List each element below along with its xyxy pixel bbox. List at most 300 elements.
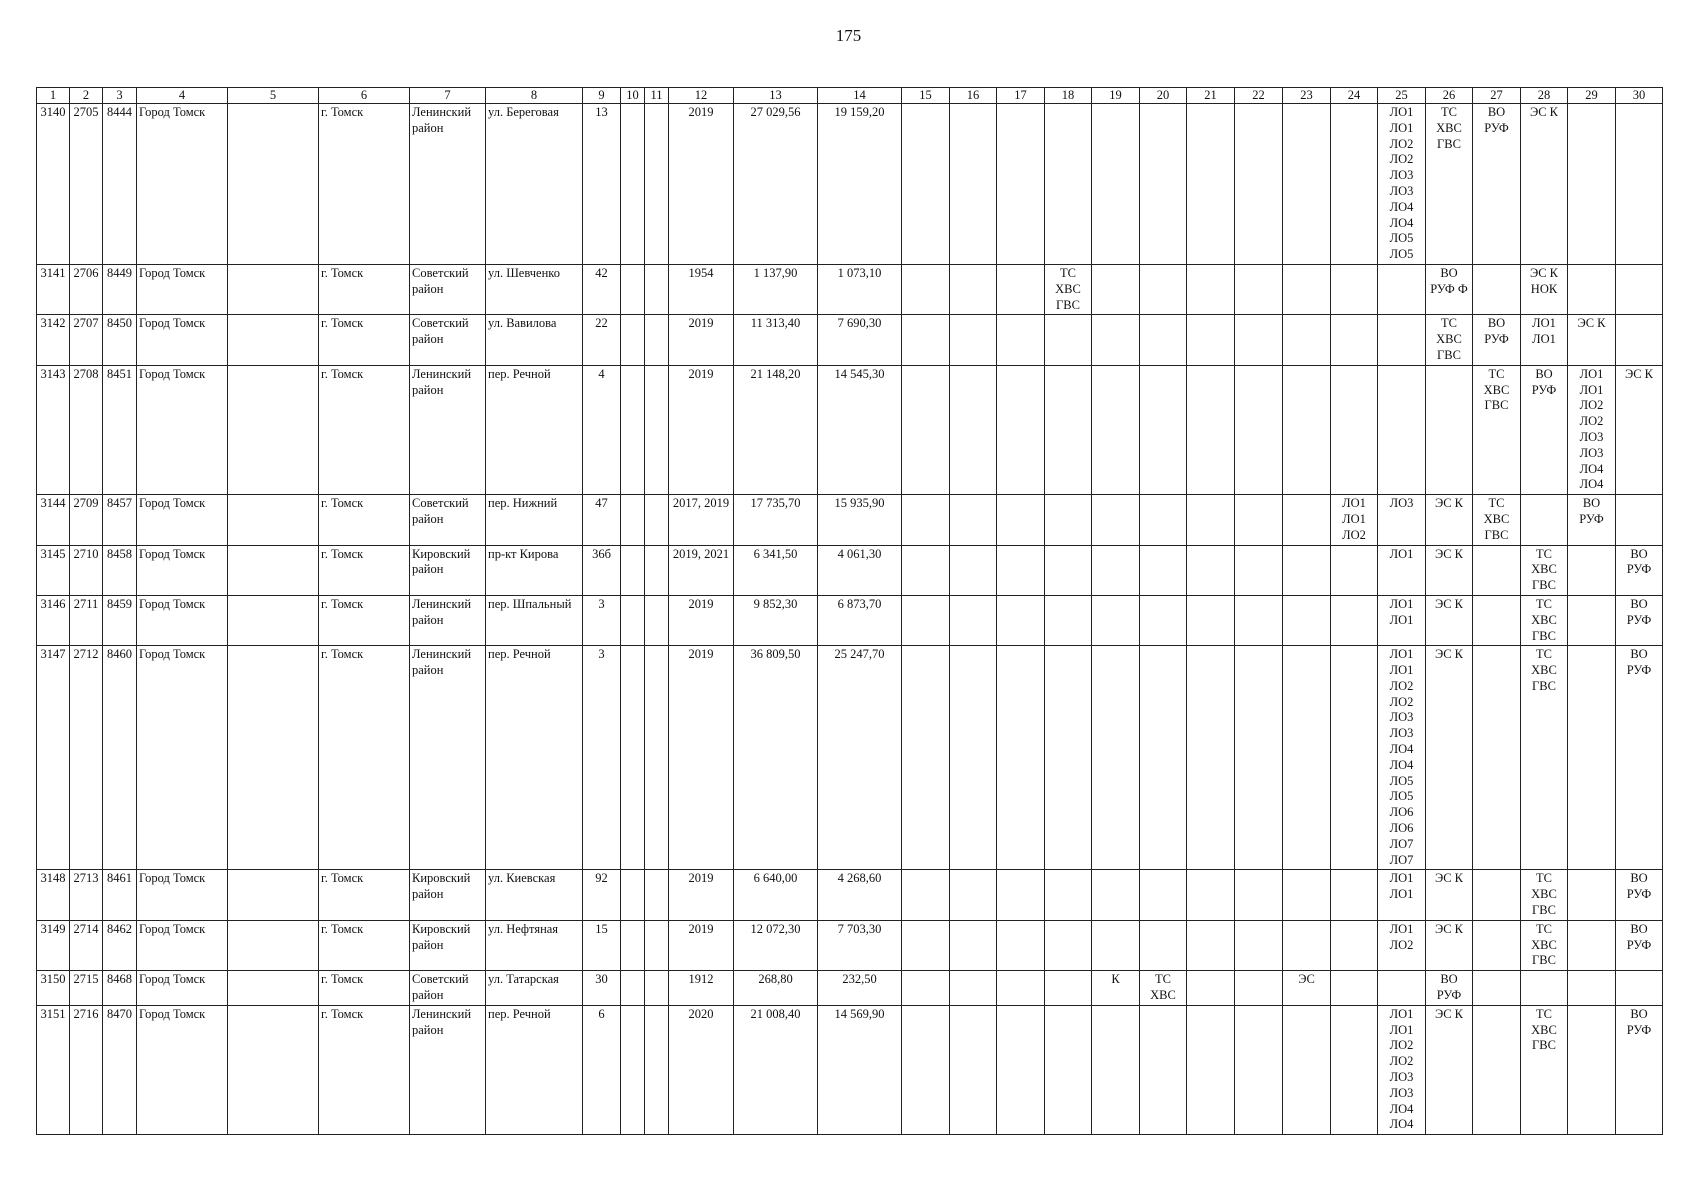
table-cell-col-8: пер. Речной [486, 646, 583, 870]
table-cell-col-14: 4 061,30 [818, 545, 902, 595]
table-cell-col-29 [1568, 264, 1616, 314]
table-cell-col-14: 7 703,30 [818, 920, 902, 970]
table-cell-col-8: ул. Киевская [486, 870, 583, 920]
table-cell-col-15 [902, 365, 950, 494]
table-cell-col-7: Кировский район [410, 870, 486, 920]
table-cell-col-25: ЛО1 ЛО1 ЛО2 ЛО2 ЛО3 ЛО3 ЛО4 ЛО4 ЛО5 ЛО5 [1378, 104, 1426, 265]
table-cell-col-19 [1092, 104, 1140, 265]
table-cell-col-3: 8444 [103, 104, 137, 265]
table-cell-col-5 [228, 595, 319, 645]
column-header-9: 9 [583, 88, 621, 104]
table-cell-col-7: Ленинский район [410, 646, 486, 870]
table-cell-col-18 [1045, 545, 1092, 595]
table-cell-col-5 [228, 920, 319, 970]
table-cell-col-9: 4 [583, 365, 621, 494]
table-cell-col-9: 15 [583, 920, 621, 970]
table-cell-col-19 [1092, 595, 1140, 645]
table-cell-col-6: г. Томск [319, 1005, 410, 1134]
table-cell-col-9: 6 [583, 1005, 621, 1134]
table-cell-col-2: 2708 [70, 365, 103, 494]
table-cell-col-26: ЭС К [1426, 646, 1473, 870]
table-cell-col-23 [1283, 495, 1331, 545]
table-cell-col-1: 3143 [37, 365, 70, 494]
table-cell-col-16 [950, 495, 997, 545]
table-cell-col-14: 232,50 [818, 971, 902, 1006]
table-cell-col-22 [1235, 870, 1283, 920]
table-cell-col-17 [997, 545, 1045, 595]
table-cell-col-6: г. Томск [319, 104, 410, 265]
table-cell-col-24 [1331, 264, 1378, 314]
table-cell-col-12: 1912 [669, 971, 734, 1006]
table-cell-col-25 [1378, 315, 1426, 365]
table-cell-col-19 [1092, 870, 1140, 920]
column-header-25: 25 [1378, 88, 1426, 104]
table-cell-col-20 [1140, 646, 1187, 870]
column-header-11: 11 [645, 88, 669, 104]
column-header-5: 5 [228, 88, 319, 104]
table-cell-col-17 [997, 920, 1045, 970]
table-cell-col-15 [902, 264, 950, 314]
table-cell-col-26: ЭС К [1426, 870, 1473, 920]
table-cell-col-29 [1568, 646, 1616, 870]
table-cell-col-23 [1283, 870, 1331, 920]
table-cell-col-12: 2019 [669, 595, 734, 645]
table-cell-col-14: 7 690,30 [818, 315, 902, 365]
table-cell-col-4: Город Томск [137, 870, 228, 920]
table-cell-col-18 [1045, 104, 1092, 265]
table-cell-col-24 [1331, 870, 1378, 920]
table-cell-col-12: 2019 [669, 104, 734, 265]
table-cell-col-20 [1140, 495, 1187, 545]
table-cell-col-29: ЛО1 ЛО1 ЛО2 ЛО2 ЛО3 ЛО3 ЛО4 ЛО4 [1568, 365, 1616, 494]
column-header-16: 16 [950, 88, 997, 104]
table-cell-col-15 [902, 595, 950, 645]
table-cell-col-19: К [1092, 971, 1140, 1006]
table-cell-col-23 [1283, 1005, 1331, 1134]
table-cell-col-26: ЭС К [1426, 545, 1473, 595]
table-cell-col-18: ТС ХВС ГВС [1045, 264, 1092, 314]
table-cell-col-10 [621, 264, 645, 314]
table-cell-col-14: 6 873,70 [818, 595, 902, 645]
table-cell-col-25 [1378, 971, 1426, 1006]
table-cell-col-25: ЛО1 ЛО1 ЛО2 ЛО2 ЛО3 ЛО3 ЛО4 ЛО4 [1378, 1005, 1426, 1134]
table-cell-col-8: пер. Речной [486, 1005, 583, 1134]
table-cell-col-10 [621, 1005, 645, 1134]
column-header-6: 6 [319, 88, 410, 104]
table-cell-col-2: 2711 [70, 595, 103, 645]
table-cell-col-26: ТС ХВС ГВС [1426, 104, 1473, 265]
column-header-8: 8 [486, 88, 583, 104]
table-cell-col-12: 2019, 2021 [669, 545, 734, 595]
table-row [37, 365, 1663, 494]
table-cell-col-15 [902, 104, 950, 265]
table-cell-col-11 [645, 920, 669, 970]
table-cell-col-14: 1 073,10 [818, 264, 902, 314]
table-cell-col-1: 3151 [37, 1005, 70, 1134]
table-cell-col-30: ВО РУФ [1616, 545, 1663, 595]
table-cell-col-6: г. Томск [319, 920, 410, 970]
column-header-24: 24 [1331, 88, 1378, 104]
table-cell-col-20 [1140, 104, 1187, 265]
table-cell-col-28 [1521, 971, 1568, 1006]
table-cell-col-21 [1187, 365, 1235, 494]
table-cell-col-28 [1521, 495, 1568, 545]
table-row [37, 104, 1663, 265]
table-cell-col-13: 12 072,30 [734, 920, 818, 970]
table-cell-col-3: 8460 [103, 646, 137, 870]
table-cell-col-26: ВО РУФ [1426, 971, 1473, 1006]
table-cell-col-16 [950, 971, 997, 1006]
table-cell-col-15 [902, 971, 950, 1006]
table-cell-col-26: ЭС К [1426, 920, 1473, 970]
table-cell-col-11 [645, 104, 669, 265]
column-header-20: 20 [1140, 88, 1187, 104]
table-cell-col-9: 22 [583, 315, 621, 365]
table-cell-col-7: Советский район [410, 315, 486, 365]
column-header-15: 15 [902, 88, 950, 104]
table-cell-col-22 [1235, 545, 1283, 595]
table-cell-col-8: ул. Шевченко [486, 264, 583, 314]
table-cell-col-28: ЭС К [1521, 104, 1568, 265]
table-cell-col-5 [228, 1005, 319, 1134]
table-cell-col-7: Ленинский район [410, 104, 486, 265]
table-row [37, 646, 1663, 870]
table-row [37, 920, 1663, 970]
table-cell-col-1: 3148 [37, 870, 70, 920]
table-cell-col-20 [1140, 545, 1187, 595]
table-cell-col-23 [1283, 595, 1331, 645]
table-cell-col-10 [621, 104, 645, 265]
table-cell-col-27 [1473, 264, 1521, 314]
table-cell-col-10 [621, 595, 645, 645]
table-cell-col-13: 36 809,50 [734, 646, 818, 870]
table-cell-col-25 [1378, 365, 1426, 494]
table-cell-col-29 [1568, 1005, 1616, 1134]
table-cell-col-24 [1331, 315, 1378, 365]
table-cell-col-21 [1187, 595, 1235, 645]
table-cell-col-6: г. Томск [319, 595, 410, 645]
table-cell-col-14: 15 935,90 [818, 495, 902, 545]
table-cell-col-10 [621, 920, 645, 970]
table-cell-col-21 [1187, 1005, 1235, 1134]
table-cell-col-29 [1568, 104, 1616, 265]
table-cell-col-16 [950, 870, 997, 920]
table-cell-col-2: 2709 [70, 495, 103, 545]
table-cell-col-15 [902, 646, 950, 870]
column-header-14: 14 [818, 88, 902, 104]
table-cell-col-2: 2715 [70, 971, 103, 1006]
table-cell-col-5 [228, 971, 319, 1006]
table-cell-col-20 [1140, 365, 1187, 494]
table-cell-col-4: Город Томск [137, 495, 228, 545]
table-cell-col-18 [1045, 870, 1092, 920]
table-cell-col-27 [1473, 646, 1521, 870]
table-cell-col-15 [902, 870, 950, 920]
table-cell-col-29 [1568, 870, 1616, 920]
table-cell-col-10 [621, 870, 645, 920]
table-cell-col-8: ул. Вавилова [486, 315, 583, 365]
table-cell-col-9: 47 [583, 495, 621, 545]
table-cell-col-13: 9 852,30 [734, 595, 818, 645]
table-cell-col-22 [1235, 495, 1283, 545]
table-cell-col-25: ЛО1 ЛО1 ЛО2 ЛО2 ЛО3 ЛО3 ЛО4 ЛО4 ЛО5 ЛО5 ЛО6 ЛО6 ЛО7 ЛО7 [1378, 646, 1426, 870]
table-cell-col-16 [950, 595, 997, 645]
table-cell-col-2: 2713 [70, 870, 103, 920]
table-cell-col-19 [1092, 1005, 1140, 1134]
table-cell-col-4: Город Томск [137, 971, 228, 1006]
table-cell-col-16 [950, 1005, 997, 1134]
table-cell-col-27 [1473, 870, 1521, 920]
table-row [37, 545, 1663, 595]
table-cell-col-29 [1568, 920, 1616, 970]
table-cell-col-22 [1235, 1005, 1283, 1134]
table-cell-col-23 [1283, 545, 1331, 595]
table-cell-col-2: 2712 [70, 646, 103, 870]
table-cell-col-23 [1283, 104, 1331, 265]
table-cell-col-12: 2020 [669, 1005, 734, 1134]
table-cell-col-15 [902, 495, 950, 545]
table-cell-col-21 [1187, 264, 1235, 314]
table-cell-col-1: 3144 [37, 495, 70, 545]
table-cell-col-18 [1045, 920, 1092, 970]
table-cell-col-15 [902, 545, 950, 595]
table-cell-col-21 [1187, 920, 1235, 970]
table-cell-col-21 [1187, 104, 1235, 265]
table-cell-col-25: ЛО1 ЛО2 [1378, 920, 1426, 970]
table-cell-col-30 [1616, 495, 1663, 545]
table-cell-col-20 [1140, 920, 1187, 970]
table-cell-col-3: 8459 [103, 595, 137, 645]
table-cell-col-22 [1235, 920, 1283, 970]
table-cell-col-18 [1045, 1005, 1092, 1134]
table-cell-col-5 [228, 545, 319, 595]
table-cell-col-24 [1331, 1005, 1378, 1134]
column-header-2: 2 [70, 88, 103, 104]
table-cell-col-6: г. Томск [319, 646, 410, 870]
table-cell-col-25: ЛО1 ЛО1 [1378, 595, 1426, 645]
table-cell-col-19 [1092, 646, 1140, 870]
column-header-26: 26 [1426, 88, 1473, 104]
table-cell-col-1: 3149 [37, 920, 70, 970]
table-cell-col-28: ТС ХВС ГВС [1521, 545, 1568, 595]
table-cell-col-29: ЭС К [1568, 315, 1616, 365]
column-header-12: 12 [669, 88, 734, 104]
table-cell-col-30: ЭС К [1616, 365, 1663, 494]
table-cell-col-8: пер. Шпальный [486, 595, 583, 645]
table-row [37, 264, 1663, 314]
table-cell-col-17 [997, 495, 1045, 545]
table-cell-col-21 [1187, 315, 1235, 365]
table-cell-col-13: 21 148,20 [734, 365, 818, 494]
table-cell-col-22 [1235, 971, 1283, 1006]
table-cell-col-17 [997, 971, 1045, 1006]
table-row [37, 1005, 1663, 1134]
table-cell-col-7: Советский район [410, 971, 486, 1006]
table-cell-col-27 [1473, 920, 1521, 970]
table-cell-col-19 [1092, 920, 1140, 970]
table-cell-col-22 [1235, 264, 1283, 314]
table-cell-col-25: ЛО3 [1378, 495, 1426, 545]
table-cell-col-9: 3 [583, 595, 621, 645]
table-cell-col-26: ТС ХВС ГВС [1426, 315, 1473, 365]
table-cell-col-4: Город Томск [137, 646, 228, 870]
table-cell-col-25: ЛО1 ЛО1 [1378, 870, 1426, 920]
table-cell-col-13: 6 341,50 [734, 545, 818, 595]
table-cell-col-15 [902, 1005, 950, 1134]
table-cell-col-7: Ленинский район [410, 365, 486, 494]
table-cell-col-11 [645, 545, 669, 595]
table-cell-col-13: 6 640,00 [734, 870, 818, 920]
table-cell-col-3: 8470 [103, 1005, 137, 1134]
table-cell-col-28: ТС ХВС ГВС [1521, 595, 1568, 645]
table-cell-col-15 [902, 315, 950, 365]
table-cell-col-24 [1331, 920, 1378, 970]
table-cell-col-17 [997, 264, 1045, 314]
table-cell-col-9: 92 [583, 870, 621, 920]
table-cell-col-24 [1331, 595, 1378, 645]
table-cell-col-14: 19 159,20 [818, 104, 902, 265]
table-cell-col-5 [228, 870, 319, 920]
table-cell-col-6: г. Томск [319, 365, 410, 494]
table-cell-col-18 [1045, 595, 1092, 645]
table-cell-col-5 [228, 646, 319, 870]
table-cell-col-28: ТС ХВС ГВС [1521, 870, 1568, 920]
table-cell-col-12: 1954 [669, 264, 734, 314]
table-cell-col-6: г. Томск [319, 315, 410, 365]
table-cell-col-9: 30 [583, 971, 621, 1006]
table-cell-col-12: 2017, 2019 [669, 495, 734, 545]
table-cell-col-14: 14 569,90 [818, 1005, 902, 1134]
table-cell-col-5 [228, 264, 319, 314]
table-cell-col-14: 14 545,30 [818, 365, 902, 494]
column-header-29: 29 [1568, 88, 1616, 104]
table-cell-col-15 [902, 920, 950, 970]
table-cell-col-4: Город Томск [137, 1005, 228, 1134]
table-cell-col-20 [1140, 595, 1187, 645]
table-cell-col-18 [1045, 495, 1092, 545]
table-cell-col-17 [997, 870, 1045, 920]
table-cell-col-16 [950, 646, 997, 870]
table-cell-col-2: 2705 [70, 104, 103, 265]
table-cell-col-20 [1140, 1005, 1187, 1134]
page-number: 175 [835, 26, 862, 45]
table-cell-col-19 [1092, 545, 1140, 595]
table-cell-col-27: ВО РУФ [1473, 315, 1521, 365]
table-cell-col-27: ТС ХВС ГВС [1473, 365, 1521, 494]
table-cell-col-27: ТС ХВС ГВС [1473, 495, 1521, 545]
table-cell-col-26 [1426, 365, 1473, 494]
table-cell-col-1: 3150 [37, 971, 70, 1006]
column-header-1: 1 [37, 88, 70, 104]
table-cell-col-1: 3147 [37, 646, 70, 870]
table-cell-col-8: пер. Речной [486, 365, 583, 494]
table-cell-col-28: ВО РУФ [1521, 365, 1568, 494]
table-cell-col-23 [1283, 920, 1331, 970]
table-cell-col-27 [1473, 545, 1521, 595]
table-cell-col-17 [997, 1005, 1045, 1134]
table-cell-col-23 [1283, 264, 1331, 314]
table-cell-col-1: 3146 [37, 595, 70, 645]
table-cell-col-27 [1473, 1005, 1521, 1134]
table-cell-col-21 [1187, 545, 1235, 595]
table-cell-col-5 [228, 495, 319, 545]
table-cell-col-11 [645, 971, 669, 1006]
table-cell-col-1: 3145 [37, 545, 70, 595]
table-cell-col-28: ЛО1 ЛО1 [1521, 315, 1568, 365]
table-cell-col-8: пер. Нижний [486, 495, 583, 545]
table-cell-col-30: ВО РУФ [1616, 920, 1663, 970]
table-cell-col-13: 1 137,90 [734, 264, 818, 314]
table-cell-col-30: ВО РУФ [1616, 646, 1663, 870]
table-cell-col-11 [645, 646, 669, 870]
table-cell-col-25 [1378, 264, 1426, 314]
table-cell-col-2: 2706 [70, 264, 103, 314]
column-header-19: 19 [1092, 88, 1140, 104]
table-cell-col-18 [1045, 315, 1092, 365]
table-cell-col-28: ТС ХВС ГВС [1521, 1005, 1568, 1134]
table-cell-col-17 [997, 646, 1045, 870]
table-cell-col-12: 2019 [669, 365, 734, 494]
table-cell-col-20 [1140, 264, 1187, 314]
table-cell-col-9: 42 [583, 264, 621, 314]
housing-register-table [36, 87, 1663, 1135]
table-cell-col-29 [1568, 545, 1616, 595]
column-header-7: 7 [410, 88, 486, 104]
table-cell-col-11 [645, 870, 669, 920]
column-header-30: 30 [1616, 88, 1663, 104]
table-cell-col-13: 27 029,56 [734, 104, 818, 265]
table-cell-col-11 [645, 595, 669, 645]
table-cell-col-28: ЭС К НОК [1521, 264, 1568, 314]
table-cell-col-3: 8468 [103, 971, 137, 1006]
table-cell-col-19 [1092, 315, 1140, 365]
table-cell-col-16 [950, 365, 997, 494]
table-cell-col-4: Город Томск [137, 920, 228, 970]
table-cell-col-4: Город Томск [137, 365, 228, 494]
table-cell-col-18 [1045, 365, 1092, 494]
table-cell-col-5 [228, 315, 319, 365]
table-cell-col-24 [1331, 104, 1378, 265]
table-cell-col-24 [1331, 365, 1378, 494]
table-cell-col-8: ул. Татарская [486, 971, 583, 1006]
table-cell-col-6: г. Томск [319, 545, 410, 595]
table-row [37, 495, 1663, 545]
table-cell-col-24 [1331, 646, 1378, 870]
table-cell-col-22 [1235, 315, 1283, 365]
table-cell-col-24: ЛО1 ЛО1 ЛО2 [1331, 495, 1378, 545]
table-cell-col-16 [950, 104, 997, 265]
table-cell-col-10 [621, 971, 645, 1006]
column-number-row [37, 88, 1663, 104]
table-cell-col-5 [228, 104, 319, 265]
table-cell-col-8: ул. Береговая [486, 104, 583, 265]
table-cell-col-11 [645, 315, 669, 365]
table-cell-col-1: 3142 [37, 315, 70, 365]
table-cell-col-11 [645, 1005, 669, 1134]
table-cell-col-29 [1568, 595, 1616, 645]
column-header-23: 23 [1283, 88, 1331, 104]
table-cell-col-6: г. Томск [319, 870, 410, 920]
table-cell-col-21 [1187, 646, 1235, 870]
table-row [37, 870, 1663, 920]
table-cell-col-20 [1140, 315, 1187, 365]
table-cell-col-13: 11 313,40 [734, 315, 818, 365]
table-cell-col-3: 8461 [103, 870, 137, 920]
table-cell-col-21 [1187, 971, 1235, 1006]
table-cell-col-12: 2019 [669, 646, 734, 870]
table-cell-col-3: 8457 [103, 495, 137, 545]
table-cell-col-22 [1235, 646, 1283, 870]
